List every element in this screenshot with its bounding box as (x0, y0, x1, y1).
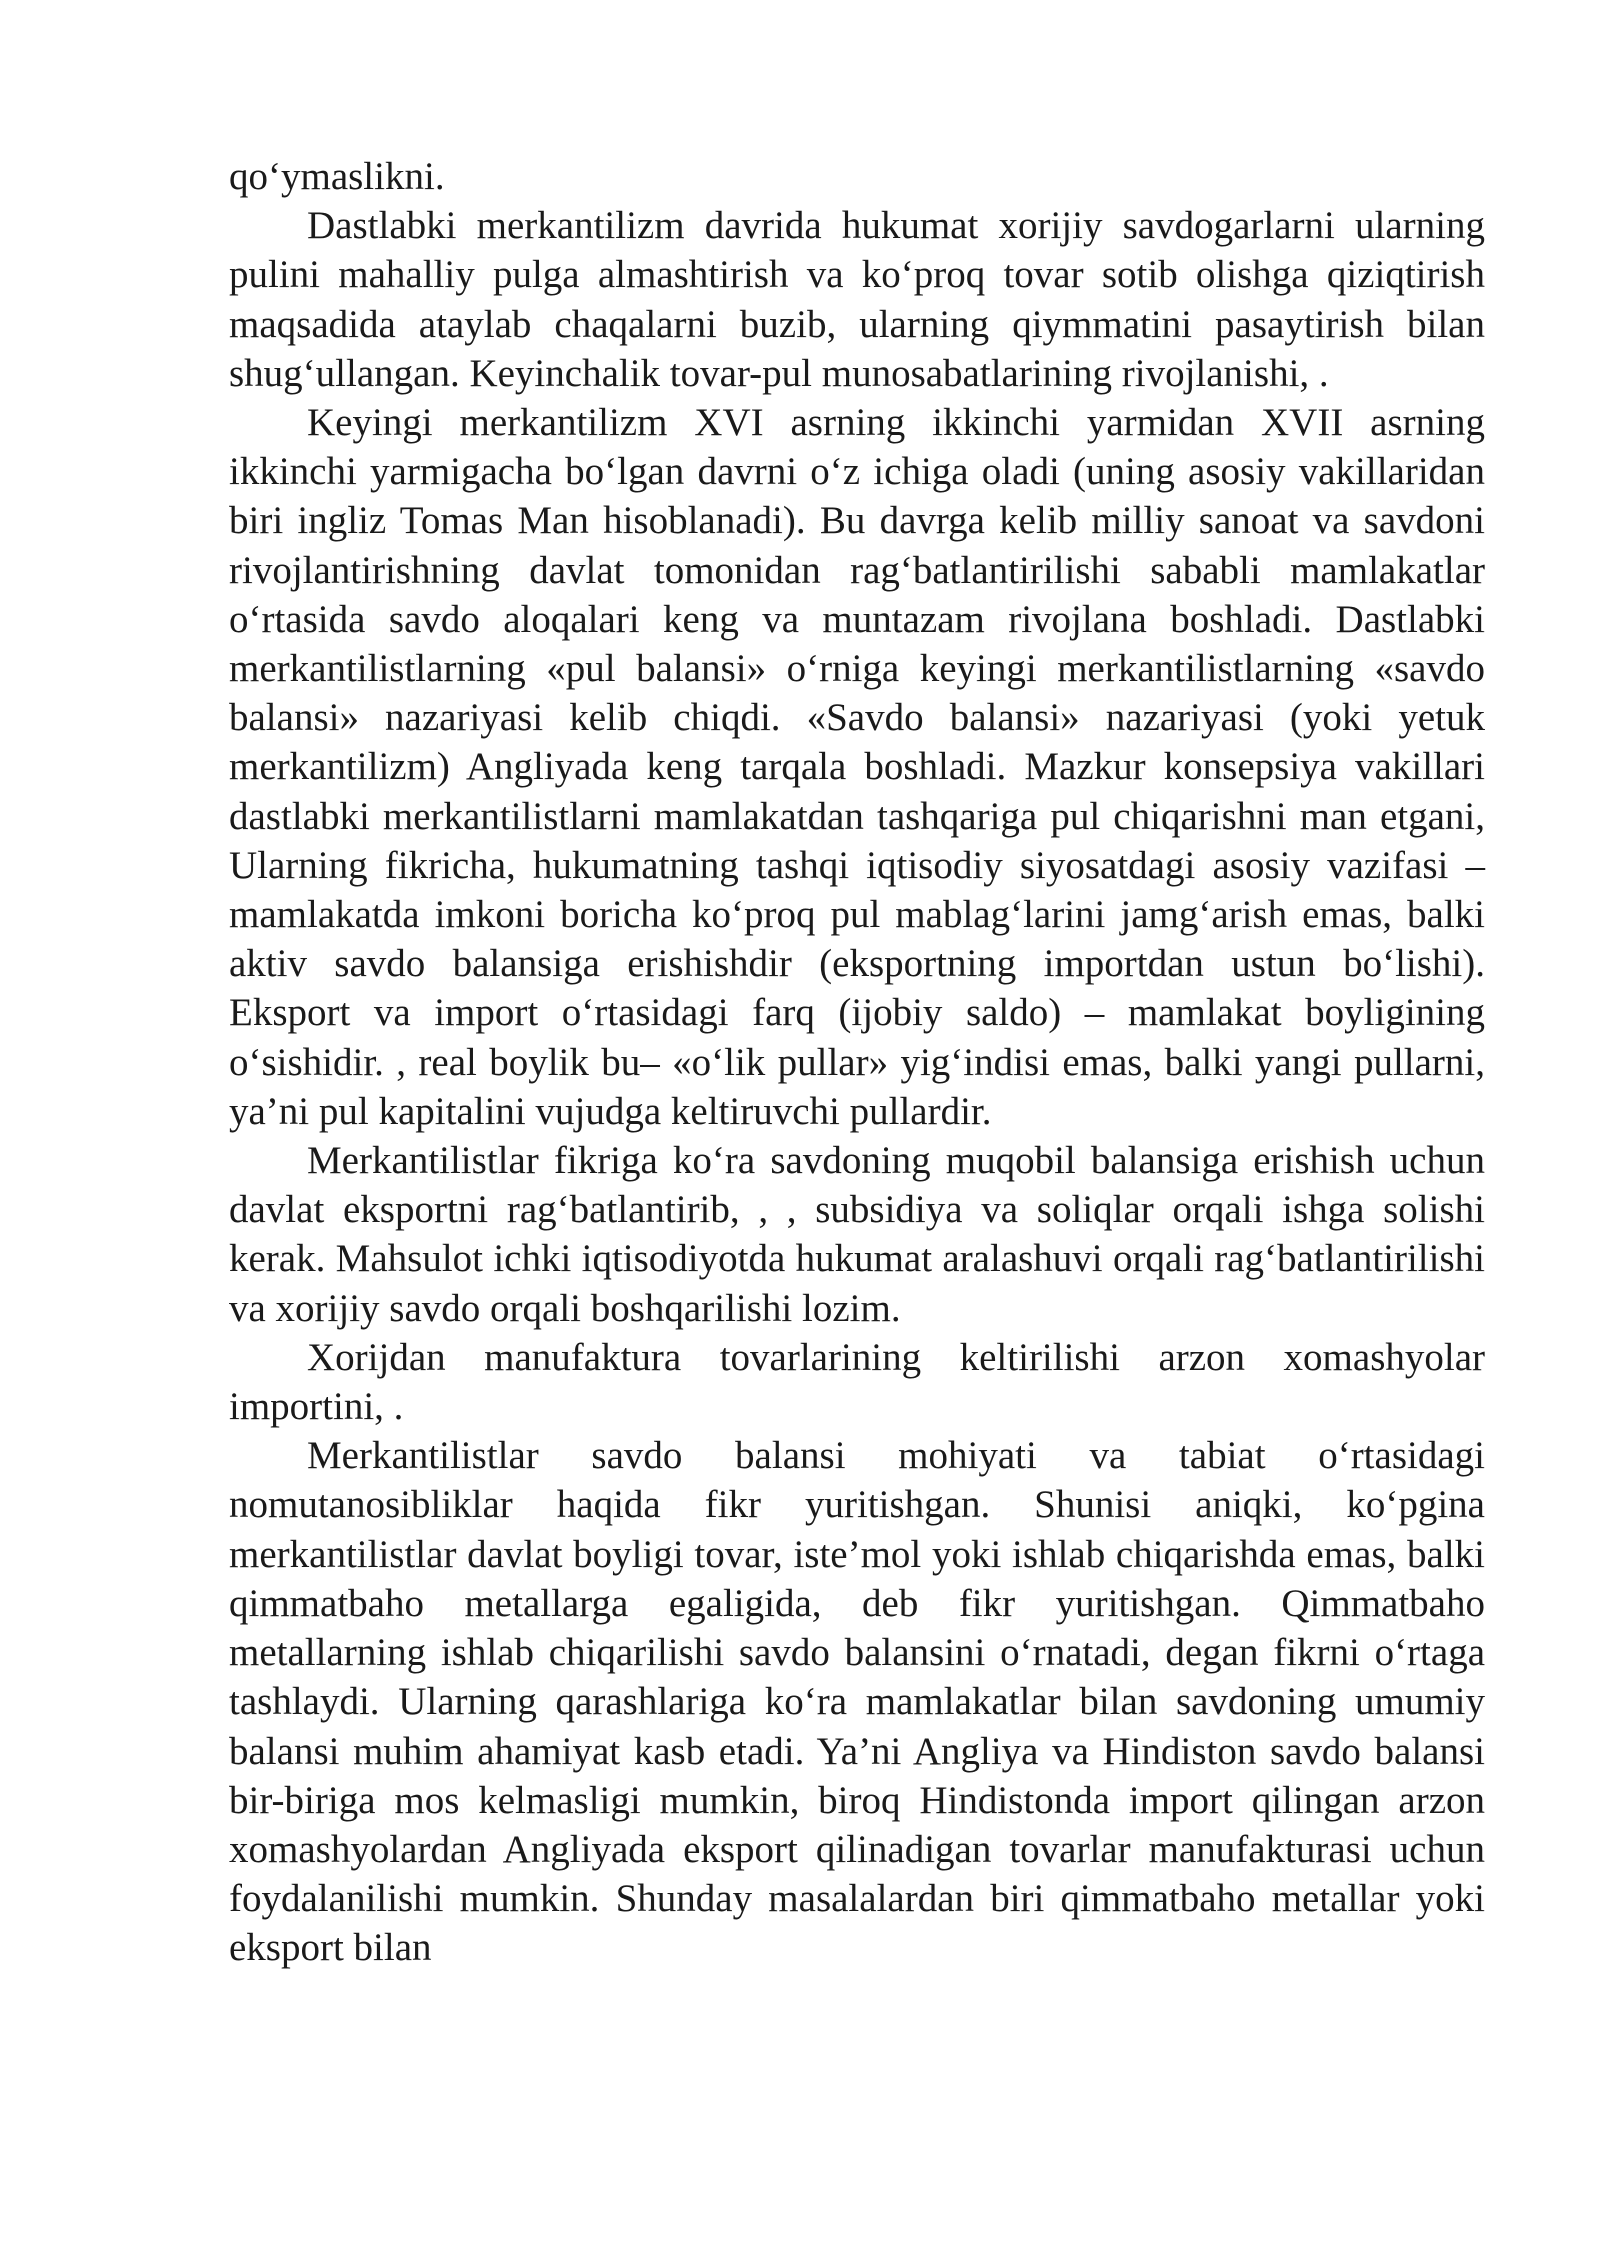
paragraph: Keyingi merkantilizm XVI asrning ikkinchi yarmidan XVII asrning ikkinchi yarmigacha bo‘lgan davrni o‘z ichiga oladi (uning asosiy vakillaridan biri ingliz Tomas Man hisoblanadi). Bu davrga kelib milliy sanoat va savdoni rivojlantirishning davlat tomonidan rag‘batlantirilishi sababli mamlakatlar o‘rtasida savdo aloqalari keng va muntazam rivojlana boshladi. Dastlabki merkantilistlarning «pul balansi» o‘rniga keyingi merkantilistlarning «savdo balansi» nazariyasi kelib chiqdi. «Savdo balansi» nazariyasi (yoki yetuk merkantilizm) Angliyada keng tarqala boshladi. Mazkur konsepsiya vakillari dastlabki merkantilistlarni mamlakatdan tashqariga pul chiqarishni man etgani, Ularning fikricha, hukumatning tashqi iqtisodiy siyosatdagi asosiy vazifasi – mamlakatda imkoni boricha ko‘proq pul mablag‘larini jamg‘arish emas, balki aktiv savdo balansiga erishishdir (eksportning importdan ustun bo‘lishi). Eksport va import o‘rtasidagi farq (ijobiy saldo) – mamlakat boyligining o‘sishidir. , real boylik bu– «o‘lik pullar» yig‘indisi emas, balki yangi pullarni, ya’ni pul kapitalini vujudga keltiruvchi pullardir. (229, 401, 1485, 1133)
paragraph: Dastlabki merkantilizm davrida hukumat xorijiy savdogarlarni ularning pulini mahalliy pulga almashtirish va ko‘proq tovar sotib olishga qiziqtirish maqsadida ataylab chaqalarni buzib, ularning qiymmatini pasaytirish bilan shug‘ullangan. Keyinchalik tovar-pul munosabatlarining rivojlanishi, . (229, 204, 1485, 395)
body-text (229, 152, 1485, 1973)
paragraph: Merkantilistlar savdo balansi mohiyati va tabiat o‘rtasidagi nomutanosibliklar haqida fikr yuritishgan. Shunisi aniqki, ko‘pgina merkantilistlar davlat boyligi tovar, iste’mol yoki ishlab chiqarishda emas, balki qimmatbaho metallarga egaligida, deb fikr yuritishgan. Qimmatbaho metallarning ishlab chiqarilishi savdo balansini o‘rnatadi, degan fikrni o‘rtaga tashlaydi. Ularning qarashlariga ko‘ra mamlakatlar bilan savdoning umumiy balansi muhim ahamiyat kasb etadi. Ya’ni Angliya va Hindiston savdo balansi bir-biriga mos kelmasligi mumkin, biroq Hindistonda import qilingan arzon xomashyolardan Angliyada eksport qilinadigan tovarlar manufakturasi uchun foydalanilishi mumkin. Shunday masalalardan biri qimmatbaho metallar yoki eksport bilan (229, 1434, 1485, 1970)
paragraph: Xorijdan manufaktura tovarlarining keltirilishi arzon xomashyolar importini, . (229, 1335, 1485, 1429)
paragraph: Merkantilistlar fikriga ko‘ra savdoning muqobil balansiga erishish uchun davlat eksportni rag‘batlantirib, , , subsidiya va soliqlar orqali ishga solishi kerak. Mahsulot ichki iqtisodiyotda hukumat aralashuvi orqali rag‘batlantirilishi va xorijiy savdo orqali boshqarilishi lozim. (229, 1139, 1485, 1330)
paragraph: qo‘ymaslikni. (229, 155, 445, 198)
